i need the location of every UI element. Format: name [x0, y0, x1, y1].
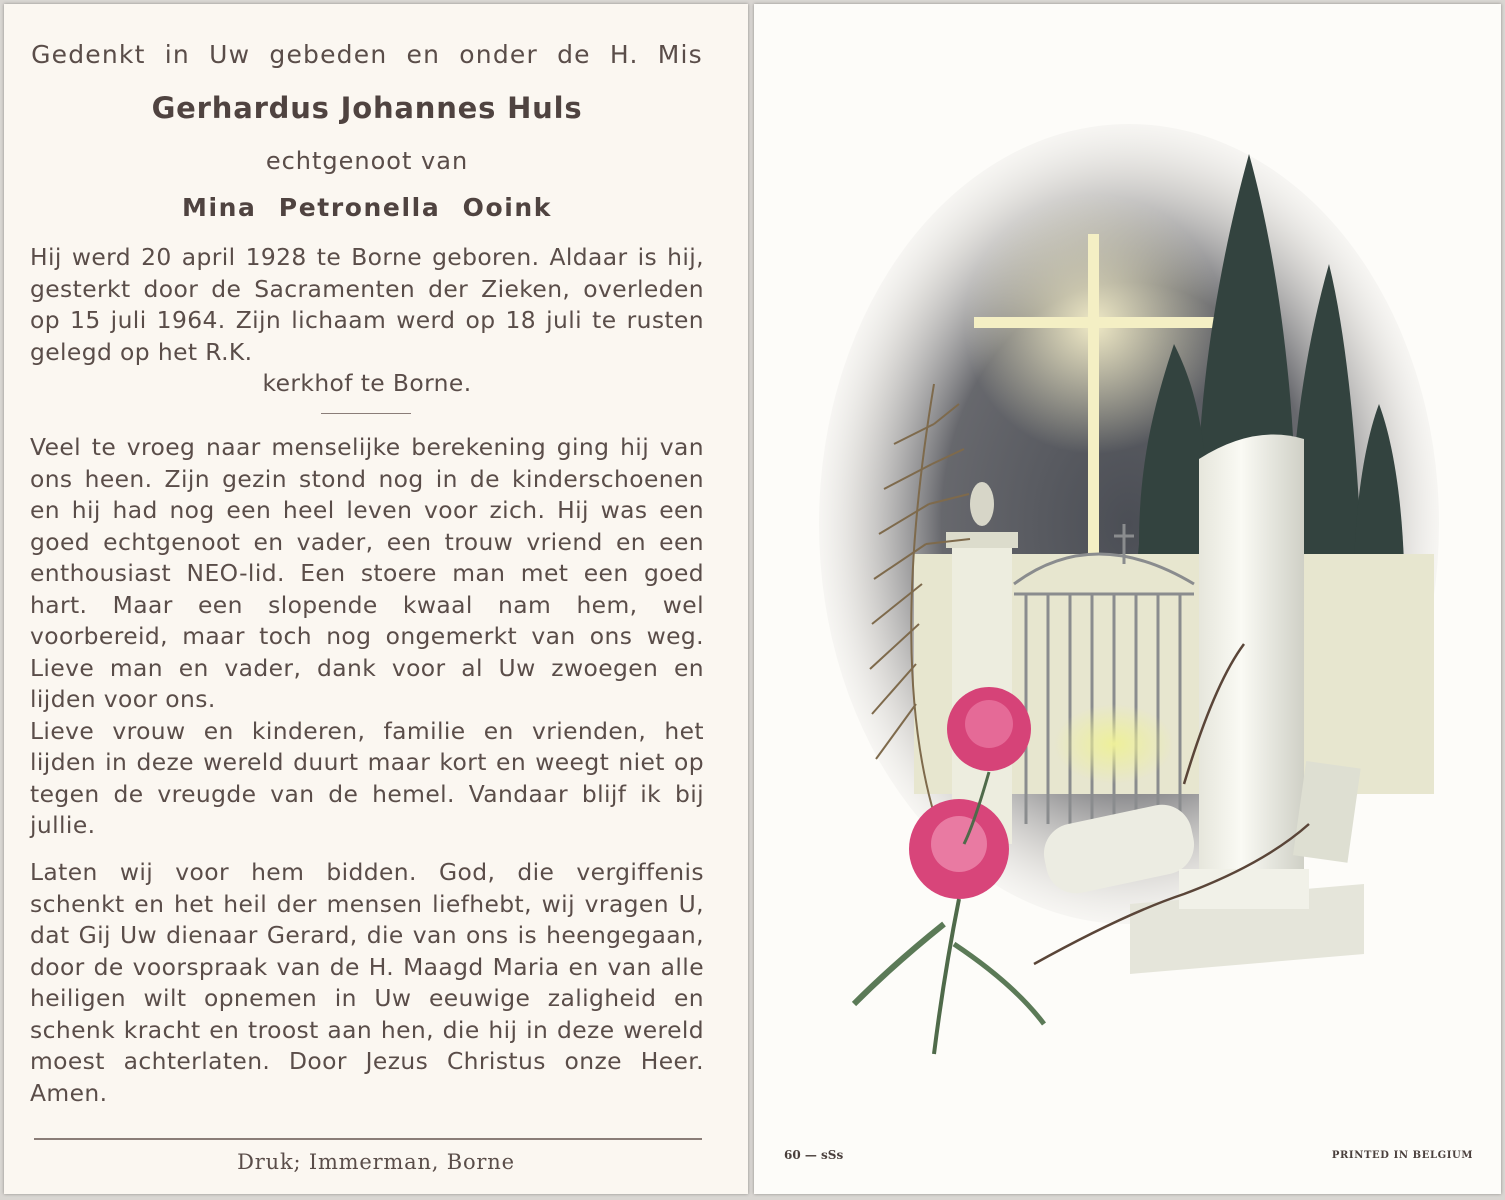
card-code: 60 — sSs	[784, 1148, 844, 1162]
reflection-paragraph	[30, 432, 704, 842]
spouse-of-label: echtgenoot van	[265, 147, 469, 175]
reflection-text-2: Lieve vrouw en kinderen, familie en vrienden, het lijden in deze wereld duurt maar kort en weegt niet op tegen de vreugde van de hemel. Vandaar blijf ik bij jullie.	[30, 716, 704, 839]
deceased-name: Gerhardus Johannes Huls	[151, 91, 583, 125]
biography-tail: kerkhof te Borne.	[262, 369, 472, 397]
cemetery-illustration	[794, 124, 1464, 1084]
prayer-paragraph: Laten wij voor hem bidden. God, die vergiffenis schenkt en het heil der mensen liefhebt, wij vragen U, dat Gij Uw dienaar Gerard, die van ons is heengegaan, door de voorspraak van de H. Maagd Maria en van alle heiligen wilt opnemen in Uw eeuwige zaligheid en schenk kracht en troost aan hen, die hij in deze wereld moest achterlaten. Door Jezus Christus onze Heer. Amen.	[30, 858, 704, 1107]
printed-in-label: PRINTED IN BELGIUM	[1331, 1150, 1473, 1161]
biography-text: Hij werd 20 april 1928 te Borne geboren. Aldaar is hij, gesterkt door de Sacramenten der Zieken, overleden op 15 juli 1964. Zijn lichaam werd op 18 juli te rusten gelegd op het R.K.	[30, 243, 704, 366]
memorial-text-card	[4, 4, 748, 1194]
biography-paragraph	[30, 242, 704, 400]
memorial-image-card	[754, 4, 1501, 1194]
footer-divider	[34, 1138, 702, 1140]
gate-pillar	[946, 482, 1018, 844]
remembrance-header: Gedenkt in Uw gebeden en onder de H. Mis	[31, 40, 703, 69]
reflection-text: Veel te vroeg naar menselijke berekening ging hij van ons heen. Zijn gezin stond nog in de kinderschoenen en hij had nog een heel leven voor zich. Hij was een goed echtgenoot en vader, een trouw vriend en een enthousiast NEO-lid. Een stoere man met een goed hart. Maar een slopende kwaal nam hem, wel voorbereid, maar toch nog ongemerkt van ons weg. Lieve man en vader, dank voor al Uw zwoegen en lijden voor ons.	[30, 433, 704, 713]
short-divider	[321, 413, 411, 414]
lamp-glow	[1054, 704, 1174, 784]
printer-credit: Druk; Immerman, Borne	[237, 1150, 515, 1174]
spouse-name: Mina Petronella Ooink	[181, 193, 553, 222]
